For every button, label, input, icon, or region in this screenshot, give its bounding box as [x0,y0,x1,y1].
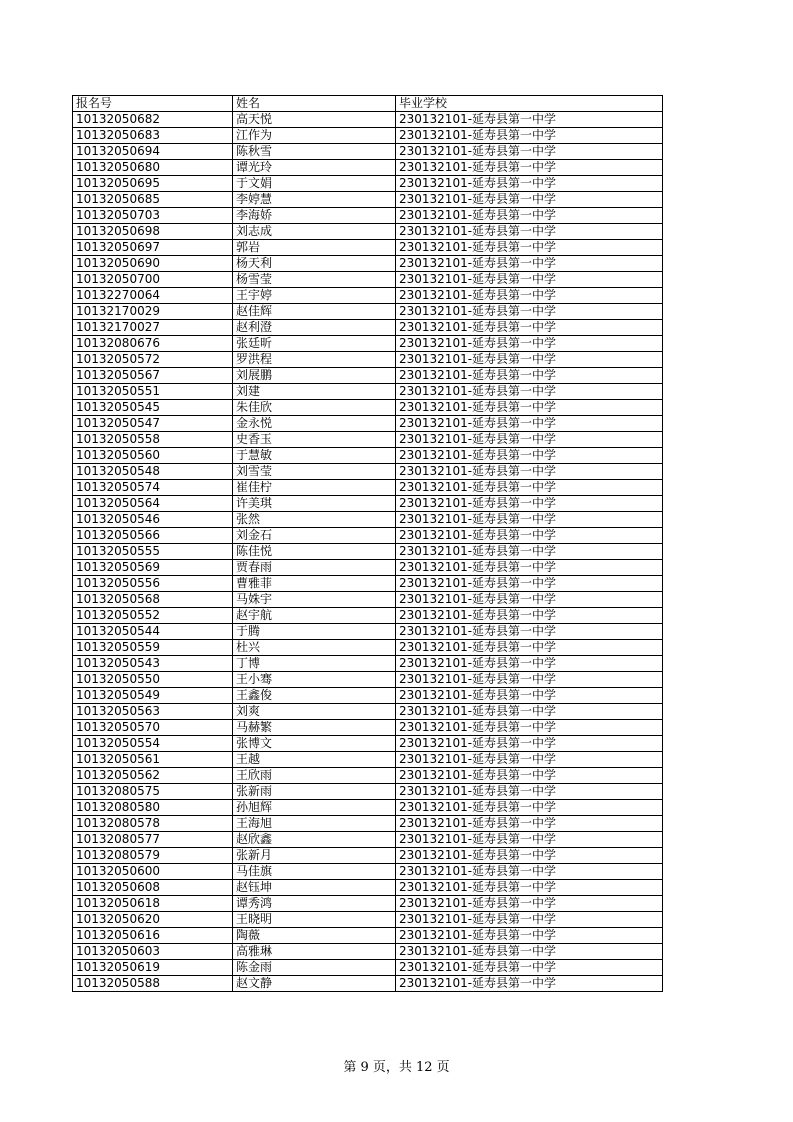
graduate-school-cell: 230132101-延寿县第一中学 [396,304,663,320]
graduate-school-cell: 230132101-延寿县第一中学 [396,704,663,720]
name-cell: 赵宇航 [233,608,396,624]
column-header-registration-number: 报名号 [73,96,233,112]
name-cell: 张然 [233,512,396,528]
name-cell: 于腾 [233,624,396,640]
graduate-school-cell: 230132101-延寿县第一中学 [396,864,663,880]
table-row [73,336,663,352]
table-row [73,608,663,624]
graduate-school-cell: 230132101-延寿县第一中学 [396,272,663,288]
graduate-school-cell: 230132101-延寿县第一中学 [396,464,663,480]
table-row [73,640,663,656]
table-row [73,464,663,480]
table-row [73,400,663,416]
registration-number-cell: 10132050694 [73,144,233,160]
table-row [73,736,663,752]
table-row [73,112,663,128]
graduate-school-cell: 230132101-延寿县第一中学 [396,816,663,832]
table-row [73,368,663,384]
graduate-school-cell: 230132101-延寿县第一中学 [396,560,663,576]
registration-number-cell: 10132050558 [73,432,233,448]
registration-number-cell: 10132050690 [73,256,233,272]
name-cell: 王海旭 [233,816,396,832]
name-cell: 赵欣鑫 [233,832,396,848]
graduate-school-cell: 230132101-延寿县第一中学 [396,208,663,224]
registration-number-cell: 10132050549 [73,688,233,704]
graduate-school-cell: 230132101-延寿县第一中学 [396,128,663,144]
table-row [73,784,663,800]
registration-number-cell: 10132050561 [73,752,233,768]
table-row [73,256,663,272]
graduate-school-cell: 230132101-延寿县第一中学 [396,336,663,352]
table-row [73,800,663,816]
table-row [73,816,663,832]
table-row [73,160,663,176]
table-row [73,528,663,544]
graduate-school-cell: 230132101-延寿县第一中学 [396,688,663,704]
graduate-school-cell: 230132101-延寿县第一中学 [396,400,663,416]
registration-number-cell: 10132050563 [73,704,233,720]
table-row [73,384,663,400]
graduate-school-cell: 230132101-延寿县第一中学 [396,608,663,624]
table-row [73,688,663,704]
table-row [73,432,663,448]
name-cell: 陈金雨 [233,960,396,976]
registration-number-cell: 10132050564 [73,496,233,512]
name-cell: 赵佳辉 [233,304,396,320]
name-cell: 曹雅菲 [233,576,396,592]
graduate-school-cell: 230132101-延寿县第一中学 [396,256,663,272]
registration-number-cell: 10132080676 [73,336,233,352]
name-cell: 刘雪莹 [233,464,396,480]
graduate-school-cell: 230132101-延寿县第一中学 [396,656,663,672]
table-row [73,976,663,992]
registration-number-cell: 10132050554 [73,736,233,752]
name-cell: 赵钰坤 [233,880,396,896]
table-row [73,128,663,144]
table-row [73,672,663,688]
registration-number-cell: 10132050568 [73,592,233,608]
table-row [73,288,663,304]
column-header-graduate-school: 毕业学校 [396,96,663,112]
table-row [73,560,663,576]
registration-number-cell: 10132050559 [73,640,233,656]
registration-number-cell: 10132050683 [73,128,233,144]
table-row [73,512,663,528]
registration-number-cell: 10132050697 [73,240,233,256]
registration-number-cell: 10132170027 [73,320,233,336]
registration-number-cell: 10132050556 [73,576,233,592]
name-cell: 王小骞 [233,672,396,688]
table-row [73,832,663,848]
name-cell: 王鑫俊 [233,688,396,704]
registration-number-cell: 10132050700 [73,272,233,288]
registration-number-cell: 10132050588 [73,976,233,992]
registration-number-cell: 10132050618 [73,896,233,912]
name-cell: 高天悦 [233,112,396,128]
name-cell: 马赫繁 [233,720,396,736]
table-row [73,480,663,496]
graduate-school-cell: 230132101-延寿县第一中学 [396,976,663,992]
name-cell: 李婷慧 [233,192,396,208]
registration-number-cell: 10132050569 [73,560,233,576]
graduate-school-cell: 230132101-延寿县第一中学 [396,240,663,256]
table-row [73,144,663,160]
graduate-school-cell: 230132101-延寿县第一中学 [396,720,663,736]
table-header-row [73,96,663,112]
graduate-school-cell: 230132101-延寿县第一中学 [396,432,663,448]
graduate-school-cell: 230132101-延寿县第一中学 [396,592,663,608]
registration-number-cell: 10132050603 [73,944,233,960]
registration-number-cell: 10132050572 [73,352,233,368]
table-row [73,752,663,768]
name-cell: 史香玉 [233,432,396,448]
graduate-school-cell: 230132101-延寿县第一中学 [396,800,663,816]
name-cell: 谭光玲 [233,160,396,176]
graduate-school-cell: 230132101-延寿县第一中学 [396,320,663,336]
registration-number-cell: 10132050616 [73,928,233,944]
table-row [73,960,663,976]
table-row [73,448,663,464]
roster-table [72,95,663,992]
registration-number-cell: 10132170029 [73,304,233,320]
registration-number-cell: 10132050619 [73,960,233,976]
graduate-school-cell: 230132101-延寿县第一中学 [396,896,663,912]
table-row [73,928,663,944]
table-row [73,720,663,736]
name-cell: 陶薇 [233,928,396,944]
table-row [73,240,663,256]
table-row [73,944,663,960]
table-row [73,208,663,224]
graduate-school-cell: 230132101-延寿县第一中学 [396,480,663,496]
table-row [73,880,663,896]
graduate-school-cell: 230132101-延寿县第一中学 [396,288,663,304]
name-cell: 马姝宇 [233,592,396,608]
name-cell: 于文娟 [233,176,396,192]
table-row [73,592,663,608]
registration-number-cell: 10132050608 [73,880,233,896]
name-cell: 张新月 [233,848,396,864]
registration-number-cell: 10132050555 [73,544,233,560]
table-row [73,352,663,368]
registration-number-cell: 10132050548 [73,464,233,480]
registration-number-cell: 10132050685 [73,192,233,208]
name-cell: 刘爽 [233,704,396,720]
registration-number-cell: 10132050545 [73,400,233,416]
registration-number-cell: 10132050682 [73,112,233,128]
graduate-school-cell: 230132101-延寿县第一中学 [396,144,663,160]
registration-number-cell: 10132080579 [73,848,233,864]
registration-number-cell: 10132050698 [73,224,233,240]
graduate-school-cell: 230132101-延寿县第一中学 [396,368,663,384]
table-row [73,656,663,672]
name-cell: 王越 [233,752,396,768]
name-cell: 江作为 [233,128,396,144]
registration-number-cell: 10132050546 [73,512,233,528]
graduate-school-cell: 230132101-延寿县第一中学 [396,640,663,656]
table-row [73,848,663,864]
name-cell: 王晓明 [233,912,396,928]
registration-number-cell: 10132050551 [73,384,233,400]
registration-number-cell: 10132050567 [73,368,233,384]
name-cell: 刘建 [233,384,396,400]
graduate-school-cell: 230132101-延寿县第一中学 [396,384,663,400]
table-row [73,624,663,640]
name-cell: 丁博 [233,656,396,672]
table-row [73,544,663,560]
graduate-school-cell: 230132101-延寿县第一中学 [396,784,663,800]
graduate-school-cell: 230132101-延寿县第一中学 [396,352,663,368]
table-row [73,176,663,192]
name-cell: 金永悦 [233,416,396,432]
name-cell: 杨雪莹 [233,272,396,288]
table-row [73,496,663,512]
name-cell: 孙旭辉 [233,800,396,816]
registration-number-cell: 10132270064 [73,288,233,304]
column-header-name: 姓名 [233,96,396,112]
name-cell: 陈佳悦 [233,544,396,560]
name-cell: 于慧敏 [233,448,396,464]
name-cell: 许美琪 [233,496,396,512]
registration-number-cell: 10132050560 [73,448,233,464]
graduate-school-cell: 230132101-延寿县第一中学 [396,832,663,848]
registration-number-cell: 10132050552 [73,608,233,624]
graduate-school-cell: 230132101-延寿县第一中学 [396,928,663,944]
graduate-school-cell: 230132101-延寿县第一中学 [396,752,663,768]
name-cell: 李海娇 [233,208,396,224]
name-cell: 王欣雨 [233,768,396,784]
graduate-school-cell: 230132101-延寿县第一中学 [396,224,663,240]
table-row [73,576,663,592]
graduate-school-cell: 230132101-延寿县第一中学 [396,544,663,560]
registration-number-cell: 10132050695 [73,176,233,192]
registration-number-cell: 10132080578 [73,816,233,832]
table-row [73,896,663,912]
name-cell: 杜兴 [233,640,396,656]
registration-number-cell: 10132050544 [73,624,233,640]
name-cell: 罗洪程 [233,352,396,368]
graduate-school-cell: 230132101-延寿县第一中学 [396,192,663,208]
name-cell: 杨天利 [233,256,396,272]
graduate-school-cell: 230132101-延寿县第一中学 [396,528,663,544]
name-cell: 朱佳欣 [233,400,396,416]
graduate-school-cell: 230132101-延寿县第一中学 [396,624,663,640]
page-footer: 第 9 页，共 12 页 [343,1060,450,1075]
graduate-school-cell: 230132101-延寿县第一中学 [396,768,663,784]
name-cell: 郭岩 [233,240,396,256]
graduate-school-cell: 230132101-延寿县第一中学 [396,112,663,128]
graduate-school-cell: 230132101-延寿县第一中学 [396,912,663,928]
table-row [73,912,663,928]
name-cell: 崔佳柠 [233,480,396,496]
name-cell: 贾春雨 [233,560,396,576]
registration-number-cell: 10132080580 [73,800,233,816]
registration-number-cell: 10132050680 [73,160,233,176]
graduate-school-cell: 230132101-延寿县第一中学 [396,944,663,960]
table-row [73,272,663,288]
table-row [73,192,663,208]
table-row [73,320,663,336]
name-cell: 马佳旗 [233,864,396,880]
name-cell: 谭秀鸿 [233,896,396,912]
registration-number-cell: 10132050600 [73,864,233,880]
registration-number-cell: 10132050620 [73,912,233,928]
table-row [73,864,663,880]
table-row [73,768,663,784]
registration-number-cell: 10132080575 [73,784,233,800]
registration-number-cell: 10132050547 [73,416,233,432]
graduate-school-cell: 230132101-延寿县第一中学 [396,160,663,176]
registration-number-cell: 10132050543 [73,656,233,672]
registration-number-cell: 10132050703 [73,208,233,224]
name-cell: 高雅琳 [233,944,396,960]
graduate-school-cell: 230132101-延寿县第一中学 [396,736,663,752]
graduate-school-cell: 230132101-延寿县第一中学 [396,512,663,528]
graduate-school-cell: 230132101-延寿县第一中学 [396,848,663,864]
name-cell: 刘志成 [233,224,396,240]
roster-sheet [72,95,662,992]
name-cell: 赵利澄 [233,320,396,336]
table-row [73,224,663,240]
registration-number-cell: 10132050550 [73,672,233,688]
name-cell: 王宇婷 [233,288,396,304]
table-row [73,416,663,432]
graduate-school-cell: 230132101-延寿县第一中学 [396,960,663,976]
name-cell: 赵文静 [233,976,396,992]
registration-number-cell: 10132080577 [73,832,233,848]
graduate-school-cell: 230132101-延寿县第一中学 [396,880,663,896]
name-cell: 张廷昕 [233,336,396,352]
name-cell: 陈秋雪 [233,144,396,160]
graduate-school-cell: 230132101-延寿县第一中学 [396,672,663,688]
name-cell: 刘金石 [233,528,396,544]
name-cell: 张新雨 [233,784,396,800]
name-cell: 张博文 [233,736,396,752]
table-row [73,304,663,320]
registration-number-cell: 10132050562 [73,768,233,784]
graduate-school-cell: 230132101-延寿县第一中学 [396,496,663,512]
graduate-school-cell: 230132101-延寿县第一中学 [396,416,663,432]
registration-number-cell: 10132050574 [73,480,233,496]
graduate-school-cell: 230132101-延寿县第一中学 [396,448,663,464]
graduate-school-cell: 230132101-延寿县第一中学 [396,576,663,592]
table-row [73,704,663,720]
registration-number-cell: 10132050570 [73,720,233,736]
table-body [73,112,663,992]
graduate-school-cell: 230132101-延寿县第一中学 [396,176,663,192]
registration-number-cell: 10132050566 [73,528,233,544]
name-cell: 刘展鹏 [233,368,396,384]
